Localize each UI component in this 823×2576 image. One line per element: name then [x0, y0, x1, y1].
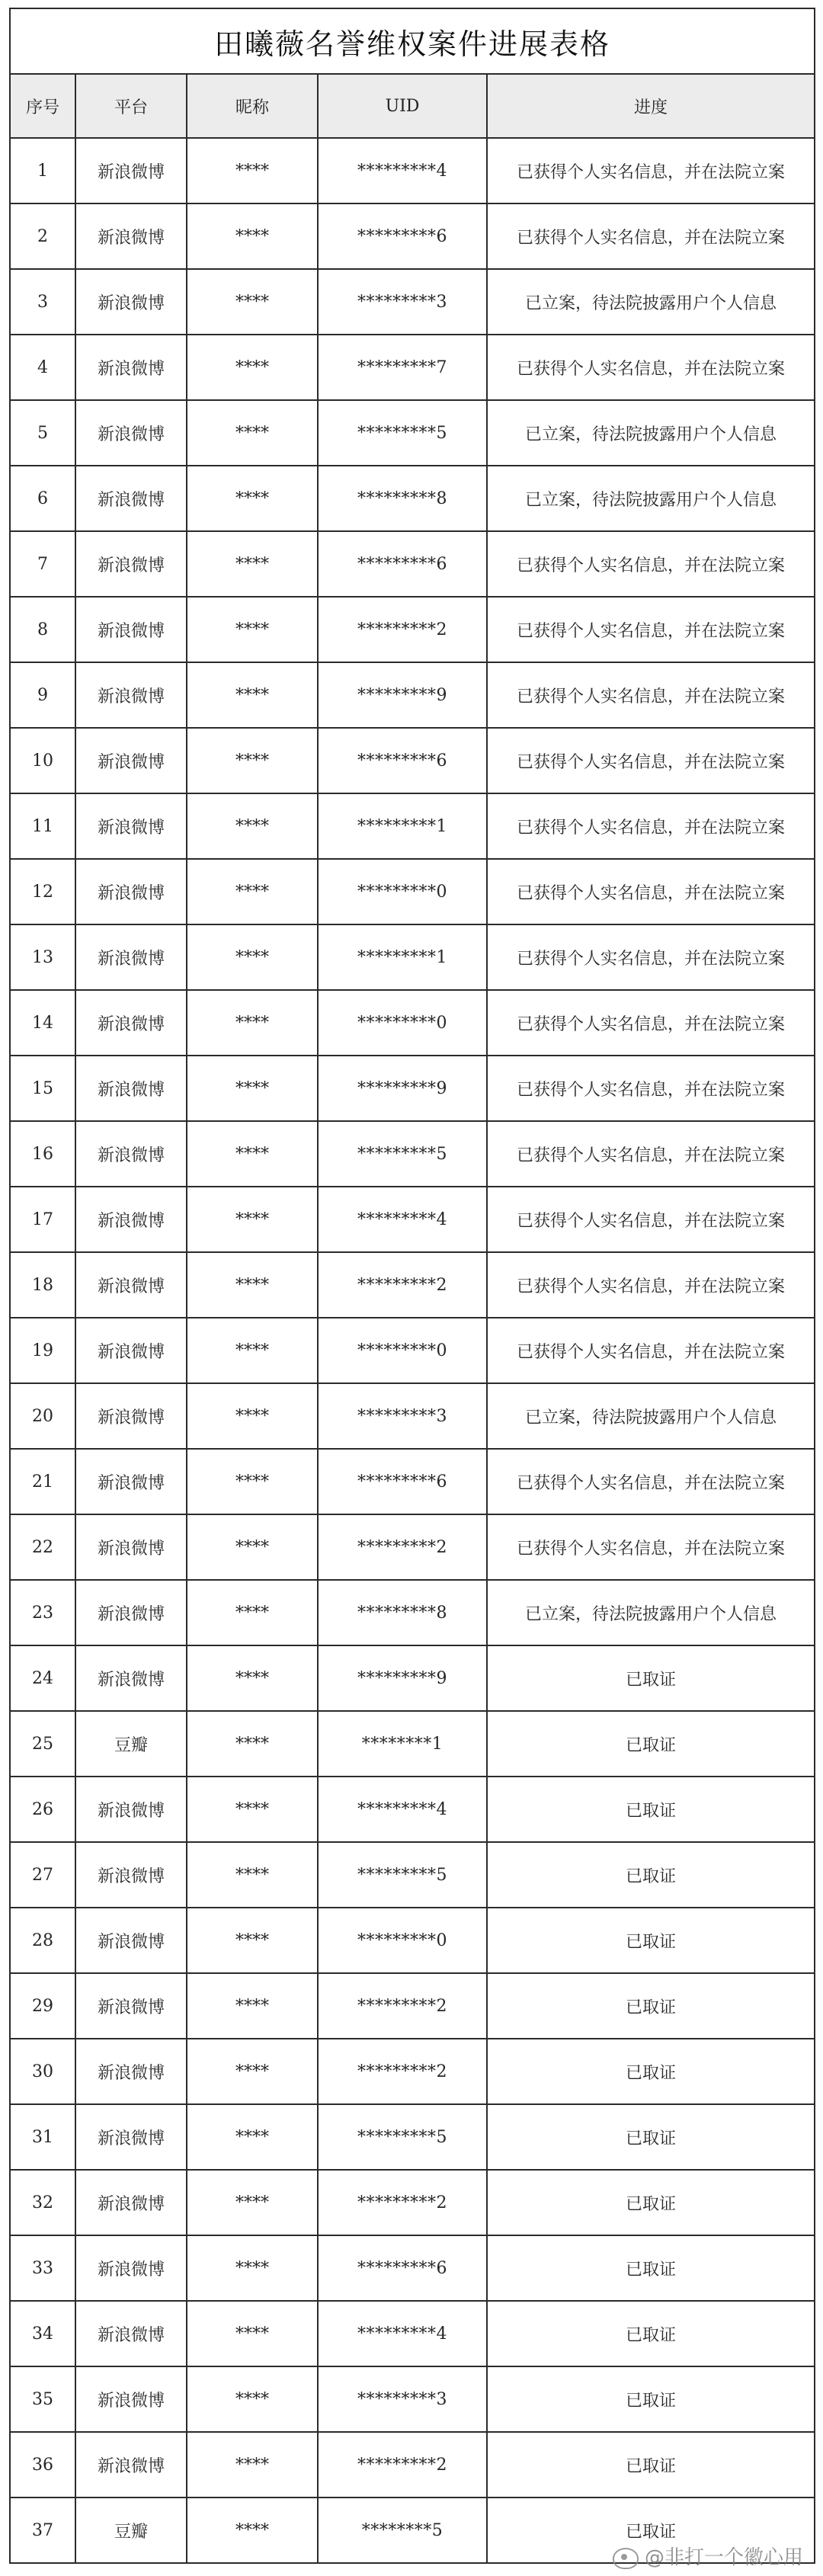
cell-nickname: ****: [187, 2301, 318, 2366]
cell-platform: 新浪微博: [75, 662, 187, 728]
cell-uid: *********5: [318, 1121, 487, 1187]
table-row: [10, 2039, 815, 2104]
cell-uid: *********1: [318, 793, 487, 859]
cell-index: 6: [10, 466, 75, 531]
cell-platform: 新浪微博: [75, 859, 187, 924]
cell-progress: 已获得个人实名信息，并在法院立案: [487, 728, 815, 793]
table-body: [10, 138, 815, 2563]
cell-platform: 新浪微博: [75, 1908, 187, 1973]
cell-progress: 已获得个人实名信息，并在法院立案: [487, 662, 815, 728]
cell-platform: 新浪微博: [75, 990, 187, 1056]
cell-uid: *********5: [318, 1842, 487, 1908]
cell-platform: 新浪微博: [75, 2039, 187, 2104]
header-platform: 平台: [75, 74, 187, 138]
table-row: [10, 2366, 815, 2432]
cell-uid: *********8: [318, 1580, 487, 1645]
cell-progress: 已获得个人实名信息，并在法院立案: [487, 203, 815, 269]
cell-progress: 已取证: [487, 1777, 815, 1842]
cell-nickname: ****: [187, 597, 318, 662]
cell-index: 20: [10, 1383, 75, 1449]
table-row: [10, 1383, 815, 1449]
cell-platform: 新浪微博: [75, 1645, 187, 1711]
cell-nickname: ****: [187, 1187, 318, 1252]
cell-uid: *********4: [318, 1187, 487, 1252]
cell-platform: 新浪微博: [75, 1252, 187, 1318]
cell-platform: 新浪微博: [75, 2170, 187, 2235]
cell-uid: *********6: [318, 2235, 487, 2301]
table-row: [10, 1777, 815, 1842]
cell-index: 9: [10, 662, 75, 728]
cell-platform: 新浪微博: [75, 1187, 187, 1252]
cell-progress: 已获得个人实名信息，并在法院立案: [487, 1121, 815, 1187]
cell-index: 27: [10, 1842, 75, 1908]
cell-platform: 新浪微博: [75, 1777, 187, 1842]
cell-nickname: ****: [187, 1449, 318, 1514]
cell-progress: 已获得个人实名信息，并在法院立案: [487, 138, 815, 203]
table-row: [10, 1252, 815, 1318]
cell-platform: 新浪微博: [75, 1514, 187, 1580]
cell-index: 36: [10, 2432, 75, 2498]
table-row: [10, 1121, 815, 1187]
cell-progress: 已取证: [487, 1711, 815, 1777]
cell-progress: 已获得个人实名信息，并在法院立案: [487, 1056, 815, 1121]
cell-platform: 新浪微博: [75, 2235, 187, 2301]
cell-index: 4: [10, 335, 75, 400]
cell-nickname: ****: [187, 1777, 318, 1842]
cell-nickname: ****: [187, 1056, 318, 1121]
cell-progress: 已立案，待法院披露用户个人信息: [487, 1580, 815, 1645]
cell-index: 32: [10, 2170, 75, 2235]
cell-nickname: ****: [187, 335, 318, 400]
table-row: [10, 2301, 815, 2366]
header-uid: UID: [318, 74, 487, 138]
table-row: [10, 1711, 815, 1777]
cell-index: 31: [10, 2104, 75, 2170]
cell-uid: *********0: [318, 1318, 487, 1383]
header-progress: 进度: [487, 74, 815, 138]
table-row: [10, 1580, 815, 1645]
cell-nickname: ****: [187, 1252, 318, 1318]
cell-nickname: ****: [187, 1842, 318, 1908]
cell-uid: ********1: [318, 1711, 487, 1777]
cell-platform: 新浪微博: [75, 2301, 187, 2366]
cell-progress: 已获得个人实名信息，并在法院立案: [487, 990, 815, 1056]
cell-uid: *********9: [318, 662, 487, 728]
table-title: 田曦薇名誉维权案件进展表格: [10, 8, 815, 74]
cell-uid: *********4: [318, 138, 487, 203]
cell-nickname: ****: [187, 924, 318, 990]
table-row: [10, 466, 815, 531]
cell-nickname: ****: [187, 2104, 318, 2170]
cell-uid: *********3: [318, 2366, 487, 2432]
cell-platform: 新浪微博: [75, 597, 187, 662]
cell-progress: 已获得个人实名信息，并在法院立案: [487, 793, 815, 859]
cell-platform: 新浪微博: [75, 1318, 187, 1383]
cell-index: 17: [10, 1187, 75, 1252]
cell-platform: 新浪微博: [75, 335, 187, 400]
table-row: [10, 728, 815, 793]
table-row: [10, 1449, 815, 1514]
table-row: [10, 531, 815, 597]
cell-platform: 新浪微博: [75, 2366, 187, 2432]
cell-platform: 新浪微博: [75, 1842, 187, 1908]
table-row: [10, 990, 815, 1056]
cell-platform: 新浪微博: [75, 1449, 187, 1514]
cell-index: 1: [10, 138, 75, 203]
cell-index: 33: [10, 2235, 75, 2301]
cell-nickname: ****: [187, 1908, 318, 1973]
cell-progress: 已立案，待法院披露用户个人信息: [487, 400, 815, 466]
cell-index: 30: [10, 2039, 75, 2104]
cell-nickname: ****: [187, 728, 318, 793]
cell-progress: 已取证: [487, 2301, 815, 2366]
cell-uid: *********2: [318, 1973, 487, 2039]
cell-uid: *********0: [318, 1908, 487, 1973]
table-row: [10, 1973, 815, 2039]
cell-progress: 已获得个人实名信息，并在法院立案: [487, 924, 815, 990]
cell-uid: *********2: [318, 2039, 487, 2104]
cell-progress: 已取证: [487, 2432, 815, 2498]
cell-uid: *********6: [318, 203, 487, 269]
cell-platform: 新浪微博: [75, 2104, 187, 2170]
cell-progress: 已获得个人实名信息，并在法院立案: [487, 859, 815, 924]
cell-uid: *********5: [318, 2104, 487, 2170]
cell-index: 35: [10, 2366, 75, 2432]
cell-uid: *********1: [318, 924, 487, 990]
cell-uid: *********2: [318, 2170, 487, 2235]
table-row: [10, 2235, 815, 2301]
cell-index: 16: [10, 1121, 75, 1187]
cell-uid: *********3: [318, 269, 487, 335]
cell-uid: *********6: [318, 531, 487, 597]
cell-progress: 已取证: [487, 2498, 815, 2563]
table-row: [10, 400, 815, 466]
cell-nickname: ****: [187, 269, 318, 335]
table-row: [10, 335, 815, 400]
cell-index: 21: [10, 1449, 75, 1514]
cell-index: 22: [10, 1514, 75, 1580]
cell-index: 28: [10, 1908, 75, 1973]
cell-nickname: ****: [187, 1580, 318, 1645]
cell-index: 10: [10, 728, 75, 793]
cell-index: 2: [10, 203, 75, 269]
cell-progress: 已立案，待法院披露用户个人信息: [487, 269, 815, 335]
cell-progress: 已获得个人实名信息，并在法院立案: [487, 1252, 815, 1318]
header-row: [10, 74, 815, 138]
case-progress-sheet: [9, 8, 814, 2564]
title-row: [10, 8, 815, 74]
cell-uid: *********4: [318, 2301, 487, 2366]
table-row: [10, 1514, 815, 1580]
header-nickname: 昵称: [187, 74, 318, 138]
cell-nickname: ****: [187, 859, 318, 924]
cell-progress: 已取证: [487, 2235, 815, 2301]
cell-index: 26: [10, 1777, 75, 1842]
table-row: [10, 2104, 815, 2170]
cell-index: 19: [10, 1318, 75, 1383]
cell-uid: *********6: [318, 1449, 487, 1514]
table-row: [10, 924, 815, 990]
cell-index: 23: [10, 1580, 75, 1645]
cell-uid: *********8: [318, 466, 487, 531]
cell-platform: 新浪微博: [75, 269, 187, 335]
cell-uid: *********4: [318, 1777, 487, 1842]
cell-nickname: ****: [187, 1318, 318, 1383]
cell-progress: 已取证: [487, 1973, 815, 2039]
cell-nickname: ****: [187, 1973, 318, 2039]
cell-platform: 新浪微博: [75, 400, 187, 466]
cell-platform: 新浪微博: [75, 2432, 187, 2498]
cell-index: 37: [10, 2498, 75, 2563]
cell-uid: *********3: [318, 1383, 487, 1449]
cell-progress: 已获得个人实名信息，并在法院立案: [487, 531, 815, 597]
cell-index: 5: [10, 400, 75, 466]
cell-uid: *********2: [318, 1252, 487, 1318]
cell-platform: 新浪微博: [75, 1121, 187, 1187]
cell-uid: *********0: [318, 859, 487, 924]
cell-uid: ********5: [318, 2498, 487, 2563]
cell-progress: 已取证: [487, 2104, 815, 2170]
cell-platform: 新浪微博: [75, 1973, 187, 2039]
cell-nickname: ****: [187, 793, 318, 859]
cell-nickname: ****: [187, 2235, 318, 2301]
cell-nickname: ****: [187, 1645, 318, 1711]
cell-progress: 已立案，待法院披露用户个人信息: [487, 466, 815, 531]
header-index: 序号: [10, 74, 75, 138]
cell-progress: 已获得个人实名信息，并在法院立案: [487, 1318, 815, 1383]
case-progress-table: [9, 8, 815, 2564]
cell-nickname: ****: [187, 2039, 318, 2104]
cell-nickname: ****: [187, 531, 318, 597]
watermark: [613, 2542, 803, 2570]
cell-nickname: ****: [187, 2432, 318, 2498]
cell-platform: 新浪微博: [75, 1580, 187, 1645]
cell-index: 34: [10, 2301, 75, 2366]
table-row: [10, 1318, 815, 1383]
watermark-text: @非打一个徽心用: [644, 2546, 803, 2569]
cell-platform: 新浪微博: [75, 1383, 187, 1449]
cell-index: 12: [10, 859, 75, 924]
cell-platform: 新浪微博: [75, 203, 187, 269]
table-row: [10, 597, 815, 662]
cell-index: 24: [10, 1645, 75, 1711]
cell-platform: 新浪微博: [75, 1056, 187, 1121]
cell-nickname: ****: [187, 990, 318, 1056]
table-row: [10, 203, 815, 269]
cell-uid: *********0: [318, 990, 487, 1056]
cell-progress: 已取证: [487, 1645, 815, 1711]
cell-progress: 已获得个人实名信息，并在法院立案: [487, 1514, 815, 1580]
cell-index: 14: [10, 990, 75, 1056]
cell-nickname: ****: [187, 1121, 318, 1187]
cell-platform: 新浪微博: [75, 138, 187, 203]
cell-index: 18: [10, 1252, 75, 1318]
cell-index: 7: [10, 531, 75, 597]
cell-index: 29: [10, 1973, 75, 2039]
weibo-logo-icon: [613, 2548, 639, 2569]
cell-uid: *********9: [318, 1056, 487, 1121]
cell-nickname: ****: [187, 138, 318, 203]
table-row: [10, 793, 815, 859]
cell-nickname: ****: [187, 2170, 318, 2235]
table-row: [10, 138, 815, 203]
cell-uid: *********2: [318, 1514, 487, 1580]
cell-uid: *********2: [318, 2432, 487, 2498]
table-row: [10, 269, 815, 335]
cell-platform: 新浪微博: [75, 728, 187, 793]
table-row: [10, 1187, 815, 1252]
cell-progress: 已获得个人实名信息，并在法院立案: [487, 335, 815, 400]
cell-nickname: ****: [187, 1383, 318, 1449]
cell-nickname: ****: [187, 2498, 318, 2563]
table-row: [10, 662, 815, 728]
cell-nickname: ****: [187, 203, 318, 269]
cell-progress: 已取证: [487, 2170, 815, 2235]
table-row: [10, 2170, 815, 2235]
cell-progress: 已取证: [487, 1842, 815, 1908]
table-row: [10, 2432, 815, 2498]
cell-uid: *********9: [318, 1645, 487, 1711]
cell-uid: *********5: [318, 400, 487, 466]
cell-index: 13: [10, 924, 75, 990]
cell-progress: 已取证: [487, 2039, 815, 2104]
cell-nickname: ****: [187, 2366, 318, 2432]
cell-platform: 豆瓣: [75, 2498, 187, 2563]
table-row: [10, 1908, 815, 1973]
cell-nickname: ****: [187, 662, 318, 728]
table-row: [10, 1842, 815, 1908]
cell-index: 3: [10, 269, 75, 335]
cell-progress: 已立案，待法院披露用户个人信息: [487, 1383, 815, 1449]
cell-uid: *********2: [318, 597, 487, 662]
table-row: [10, 1645, 815, 1711]
cell-progress: 已取证: [487, 1908, 815, 1973]
cell-uid: *********6: [318, 728, 487, 793]
cell-nickname: ****: [187, 1514, 318, 1580]
cell-platform: 新浪微博: [75, 793, 187, 859]
cell-progress: 已获得个人实名信息，并在法院立案: [487, 1187, 815, 1252]
cell-uid: *********7: [318, 335, 487, 400]
cell-progress: 已取证: [487, 2366, 815, 2432]
cell-index: 15: [10, 1056, 75, 1121]
cell-progress: 已获得个人实名信息，并在法院立案: [487, 597, 815, 662]
cell-platform: 新浪微博: [75, 466, 187, 531]
table-row: [10, 1056, 815, 1121]
cell-index: 11: [10, 793, 75, 859]
cell-nickname: ****: [187, 466, 318, 531]
cell-platform: 豆瓣: [75, 1711, 187, 1777]
cell-progress: 已获得个人实名信息，并在法院立案: [487, 1449, 815, 1514]
cell-index: 8: [10, 597, 75, 662]
cell-index: 25: [10, 1711, 75, 1777]
cell-platform: 新浪微博: [75, 924, 187, 990]
cell-platform: 新浪微博: [75, 531, 187, 597]
cell-nickname: ****: [187, 1711, 318, 1777]
table-row: [10, 859, 815, 924]
cell-nickname: ****: [187, 400, 318, 466]
